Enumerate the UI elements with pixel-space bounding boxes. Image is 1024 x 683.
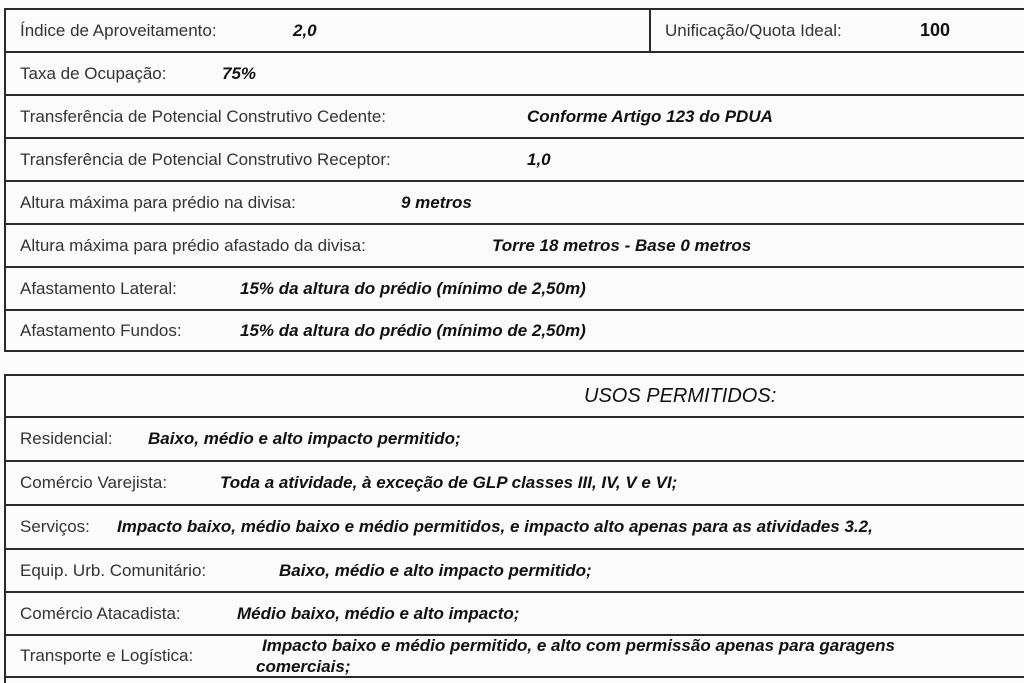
usos-header-row (4, 374, 1024, 416)
row-comercio-varejista (4, 460, 1024, 504)
indice-value: 2,0 (293, 20, 317, 40)
row-taxa-ocupacao (4, 51, 1024, 94)
altura-afastado-value: Torre 18 metros - Base 0 metros (492, 235, 752, 255)
afast-fundos-label: Afastamento Fundos: (20, 320, 182, 340)
tpc-cedente-label: Transferência de Potencial Construtivo Cedente: (20, 106, 387, 126)
altura-divisa-label: Altura máxima para prédio na divisa: (20, 192, 296, 212)
servicos-value: Impacto baixo, médio baixo e médio permitidos, e impacto alto apenas para as atividades 3.2, (117, 517, 873, 536)
row-altura-divisa (4, 180, 1024, 223)
unificacao-value: 100 (920, 20, 951, 40)
equip-value: Baixo, médio e alto impacto permitido; (279, 560, 592, 580)
taxa-value: 75% (222, 63, 257, 83)
comercio-atacadista-value: Médio baixo, médio e alto impacto; (237, 603, 520, 623)
afast-lateral-value: 15% da altura do prédio (mínimo de 2,50m) (240, 278, 586, 298)
residencial-value: Baixo, médio e alto impacto permitido; (148, 429, 461, 448)
row-indice-aproveitamento (4, 8, 1024, 51)
comercio-atacadista-label: Comércio Atacadista: (20, 603, 181, 623)
afast-fundos-value: 15% da altura do prédio (mínimo de 2,50m) (240, 320, 586, 340)
row-afastamento-fundos (4, 309, 1024, 352)
tpc-receptor-label: Transferência de Potencial Construtivo Receptor: (20, 149, 391, 169)
servicos-label: Serviços: (20, 517, 90, 536)
row-tpc-cedente (4, 94, 1024, 137)
tpc-receptor-value: 1,0 (527, 149, 551, 169)
comercio-varejista-value: Toda a atividade, à exceção de GLP classes III, IV, V e VI; (220, 473, 678, 492)
unificacao-label: Unificação/Quota Ideal: (665, 20, 842, 40)
transporte-label: Transporte e Logística: (20, 646, 194, 665)
altura-divisa-value: 9 metros (401, 192, 472, 212)
zoning-parameters-table (4, 0, 1024, 352)
transporte-value-line2: comerciais; (256, 657, 351, 676)
row-altura-afastado (4, 223, 1024, 266)
row-comercio-atacadista (4, 591, 1024, 634)
equip-label: Equip. Urb. Comunitário: (20, 560, 207, 580)
usos-permitidos-table (4, 374, 1024, 683)
taxa-label: Taxa de Ocupação: (20, 63, 167, 83)
row-residencial (4, 416, 1024, 460)
row-afastamento-lateral (4, 266, 1024, 309)
row-tpc-receptor (4, 137, 1024, 180)
residencial-label: Residencial: (20, 429, 113, 448)
row-servicos (4, 504, 1024, 548)
row-equip-urb-comunitario (4, 548, 1024, 591)
transporte-value-line1: Impacto baixo e médio permitido, e alto com permissão apenas para garagens (262, 636, 895, 655)
altura-afastado-label: Altura máxima para prédio afastado da divisa: (20, 235, 366, 255)
comercio-varejista-label: Comércio Varejista: (20, 473, 168, 492)
indice-label: Índice de Aproveitamento: (20, 20, 217, 40)
afast-lateral-label: Afastamento Lateral: (20, 278, 177, 298)
usos-header: USOS PERMITIDOS: (584, 384, 777, 407)
row-transporte-logistica (4, 634, 1024, 678)
tpc-cedente-value: Conforme Artigo 123 do PDUA (527, 106, 773, 126)
